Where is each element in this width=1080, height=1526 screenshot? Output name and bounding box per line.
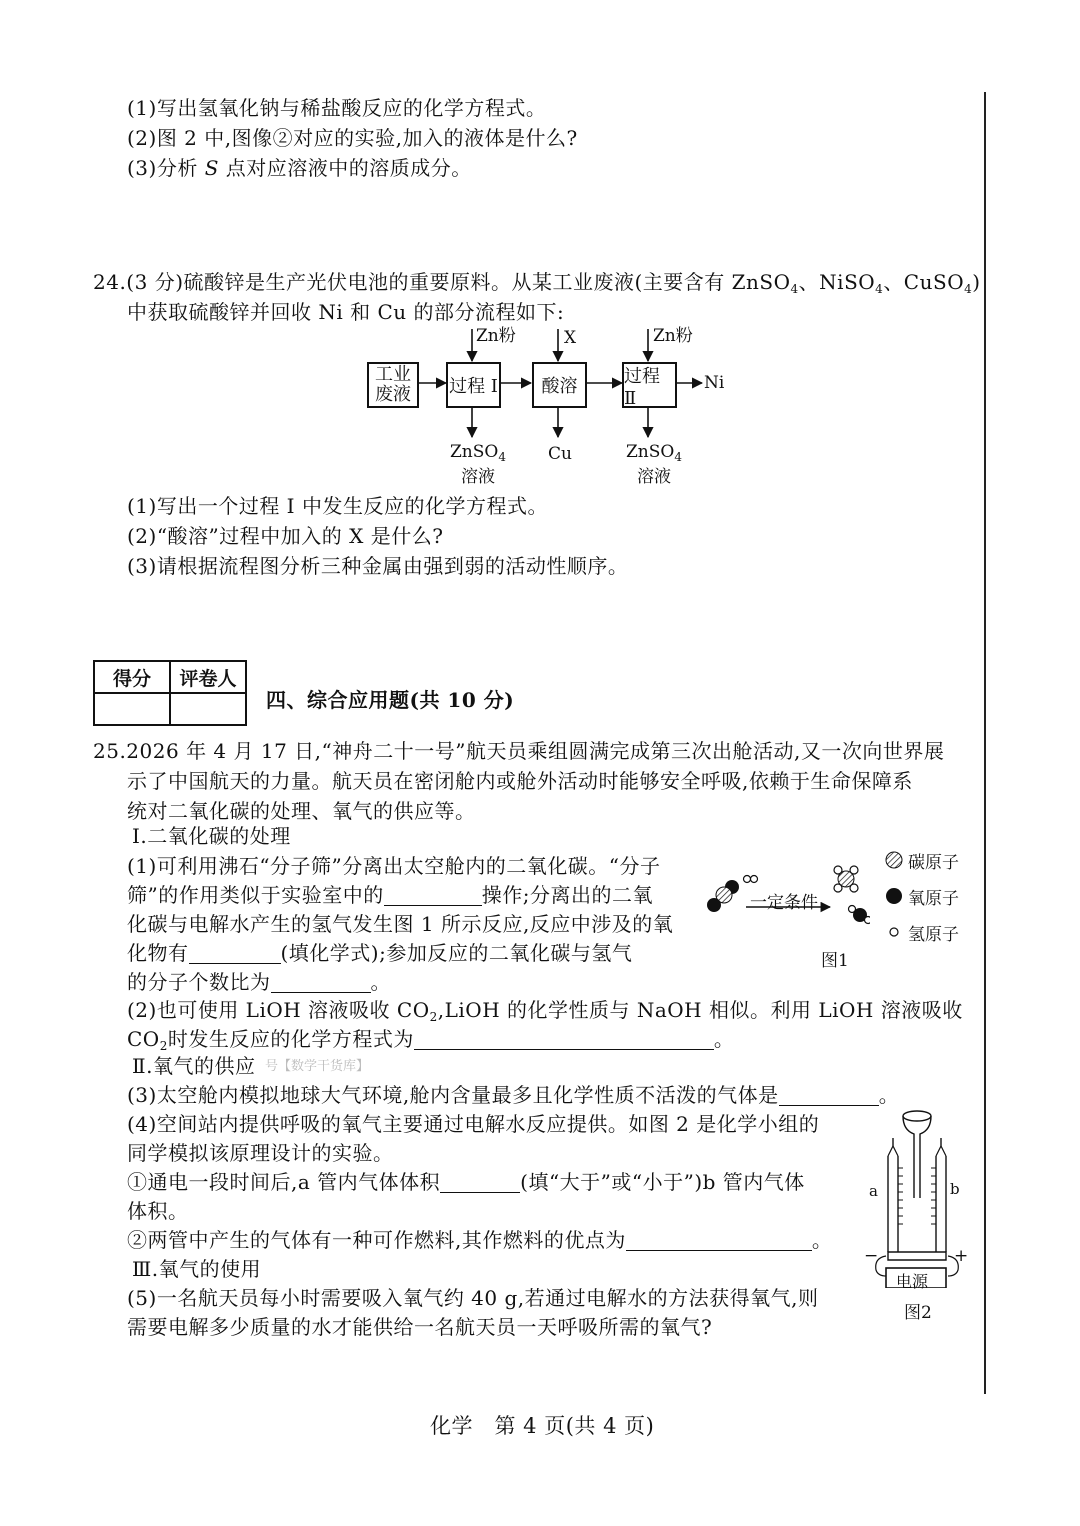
power-source-label: 电源	[896, 1272, 929, 1291]
q25-p4-line2: 同学模拟该原理设计的实验。	[127, 1141, 394, 1165]
flow-box-process1: 过程 Ⅰ	[446, 362, 501, 408]
blank-inert-gas[interactable]	[779, 1083, 879, 1106]
flow-input-x: X	[564, 328, 577, 348]
score-header: 得分	[94, 661, 170, 693]
q25-part2-heading: Ⅱ.氧气的供应	[132, 1054, 256, 1078]
legend-carbon: 碳原子	[908, 853, 959, 873]
q25-p2-line1: (2)也可使用 LiOH 溶液吸收 $CO_2,LiOH$ 的化学性质与 NaOH 相似。利用 LiOH 溶液吸收	[127, 998, 963, 1024]
flow-box-waste: 工业 废液	[367, 362, 419, 408]
watermark: 号【数学干货库】	[265, 1059, 370, 1074]
flow-input-zn1: Zn粉	[476, 326, 516, 346]
q25-p4-line1: (4)空间站内提供呼吸的氧气主要通过电解水反应提供。如图 2 是化学小组的	[127, 1112, 820, 1136]
q25-p1-line1: (1)可利用沸石“分子筛”分离出太空舱内的二氧化碳。“分子	[127, 854, 661, 878]
grader-header: 评卷人	[170, 661, 246, 693]
q25-p3: (3)太空舱内模拟地球大气环境,舱内含量最多且化学性质不活泼的气体是 。	[127, 1083, 900, 1107]
q25-p1-line5: 的分子个数比为 。	[127, 970, 391, 994]
q25-intro-line1: 25.2026 年 4 月 17 日,“神舟二十一号”航天员乘组圆满完成第三次出舱活动,又一次向世界展	[93, 739, 945, 763]
q25-p1-line4: 化物有 (填化学式);参加反应的二氧化碳与氢气	[127, 941, 633, 965]
legend-icons	[884, 850, 904, 942]
tube-a-label: a	[869, 1182, 878, 1200]
flow-box-acid: 酸溶	[532, 362, 587, 408]
q23-sub2: (2)图 2 中,图像②对应的实验,加入的液体是什么?	[127, 126, 578, 150]
q25-p5-line2: 需要电解多少质量的水才能供给一名航天员一天呼吸所需的氧气?	[127, 1315, 713, 1339]
q23-sub3: (3)分析 S 点对应溶液中的溶质成分。	[127, 156, 472, 180]
section-4-title: 四、综合应用题(共 10 分)	[266, 688, 515, 712]
flow-input-zn2: Zn粉	[653, 326, 693, 346]
q23-sub1: (1)写出氢氧化钠与稀盐酸反应的化学方程式。	[127, 96, 547, 120]
figure-2-caption: 图2	[904, 1303, 932, 1323]
flow-output-ni: Ni	[704, 373, 725, 393]
q24-sub1: (1)写出一个过程 Ⅰ 中发生反应的化学方程式。	[127, 494, 548, 518]
q25-p1-line3: 化碳与电解水产生的氢气发生图 1 所示反应,反应中涉及的氧	[127, 912, 674, 936]
q25-part1-heading: Ⅰ.二氧化碳的处理	[132, 824, 291, 848]
q25-p1-line2: 筛”的作用类似于实验室中的 操作;分离出的二氧	[127, 883, 653, 907]
blank-operation[interactable]	[384, 883, 482, 906]
grader-cell[interactable]	[170, 693, 246, 725]
legend-hydrogen: 氢原子	[908, 925, 959, 945]
q25-p4-line5: ②两管中产生的气体有一种可作燃料,其作燃料的优点为 。	[127, 1228, 833, 1252]
q24-sub2: (2)“酸溶”过程中加入的 X 是什么?	[127, 524, 444, 548]
q25-p4-line4: 体积。	[127, 1199, 189, 1223]
blank-volume-compare[interactable]	[440, 1170, 520, 1193]
flow-box-process2: 过程 Ⅱ	[622, 362, 677, 408]
q24-sub3: (3)请根据流程图分析三种金属由强到弱的活动性顺序。	[127, 554, 629, 578]
reaction-condition-label: 一定条件	[750, 893, 818, 913]
tube-b-label: b	[950, 1180, 960, 1198]
score-cell[interactable]	[94, 693, 170, 725]
q25-p5-line1: (5)一名航天员每小时需要吸入氧气约 40 g,若通过电解水的方法获得氧气,则	[127, 1286, 819, 1310]
q24-stem-line1: 24.(3 分)硫酸锌是生产光伏电池的重要原料。从某工业废液(主要含有 ZnSO$_4$、NiSO$_4$、CuSO$_4$)	[93, 270, 981, 296]
q25-p2-line2: $CO_2$时发生反应的化学方程式为 。	[127, 1027, 735, 1053]
flow-output-znso4-2: ZnSO$_4$ 溶液	[626, 442, 682, 487]
page-footer: 化学 第 4 页(共 4 页)	[430, 1414, 655, 1438]
blank-ratio[interactable]	[271, 970, 371, 993]
score-table	[93, 660, 247, 726]
q24-stem-line2: 中获取硫酸锌并回收 Ni 和 Cu 的部分流程如下:	[127, 300, 565, 324]
positive-terminal: +	[954, 1246, 969, 1266]
q25-p4-line3: ①通电一段时间后,a 管内气体体积 (填“大于”或“小于”)b 管内气体	[127, 1170, 805, 1194]
page-right-rule	[984, 92, 986, 1394]
flow-output-znso4-1: ZnSO$_4$ 溶液	[450, 442, 506, 487]
blank-lioh-equation[interactable]	[414, 1027, 714, 1050]
legend-oxygen: 氧原子	[908, 889, 959, 909]
q25-intro-line2: 示了中国航天的力量。航天员在密闭舱内或舱外活动时能够安全呼吸,依赖于生命保障系	[127, 769, 913, 793]
blank-oxides[interactable]	[189, 941, 281, 964]
q25-intro-line3: 统对二氧化碳的处理、氧气的供应等。	[127, 799, 476, 823]
figure-1-caption: 图1	[821, 951, 849, 971]
blank-fuel-advantage[interactable]	[626, 1228, 812, 1251]
negative-terminal: −	[864, 1246, 879, 1266]
flow-output-cu: Cu	[548, 444, 572, 464]
q25-part3-heading: Ⅲ.氧气的使用	[132, 1257, 262, 1281]
